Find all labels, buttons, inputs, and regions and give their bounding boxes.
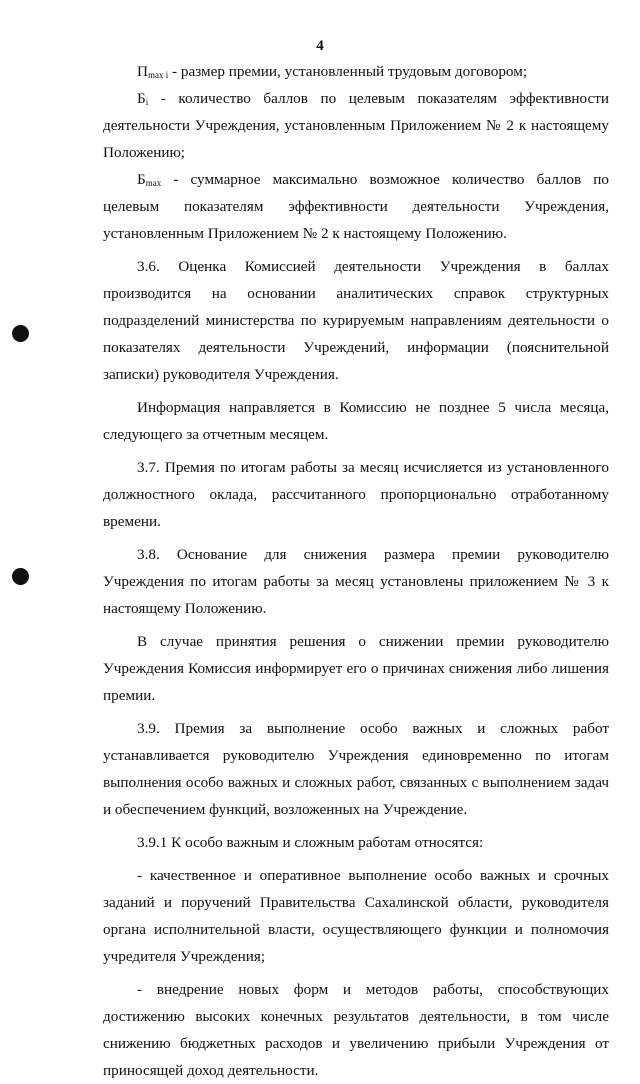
binder-hole: [12, 325, 29, 342]
term-symbol: $П_{max i}$: [137, 63, 169, 80]
paragraph-information-deadline: Информация направляется в Комиссию не позднее 5 числа месяца, следующего за отчетным месяцем.: [103, 399, 609, 443]
list-item-urgent-tasks: - качественное и оперативное выполнение особо важных и срочных заданий и поручений Правительства Сахалинской области, руководителя органа исполнительной власти, осуществляющего функции и полномочия учредителя Учреждения;: [103, 867, 609, 965]
term-definition: - количество баллов по целевым показателям эффективности деятельности Учреждения, установленным Приложением № 2 к настоящему Положению;: [103, 90, 609, 161]
term-symbol: $Б_i$: [137, 90, 149, 107]
page-number: 4: [316, 38, 324, 54]
list-item-new-methods: - внедрение новых форм и методов работы, способствующих достижению высоких конечных результатов деятельности, в том числе снижению бюджетных расходов и увеличению прибыли Учреждения от приносящей доход деятельности.: [103, 981, 609, 1079]
paragraph-reduction-notice: В случае принятия решения о снижении премии руководителю Учреждения Комиссия информирует его о причинах снижения либо лишения премии.: [103, 633, 609, 704]
term-definition: - суммарное максимально возможное количество баллов по целевым показателям эффективности деятельности Учреждения, установленным Приложением № 2 к настоящему Положению.: [103, 171, 609, 242]
formula-term-pmax: [103, 58, 609, 85]
binder-hole: [12, 568, 29, 585]
document-body: [103, 58, 609, 1084]
formula-term-bi: [103, 85, 609, 166]
paragraph-3-7: 3.7. Премия по итогам работы за месяц исчисляется из установленного должностного оклада, рассчитанного пропорционально отработанному времени.: [103, 459, 609, 530]
paragraph-3-9: 3.9. Премия за выполнение особо важных и сложных работ устанавливается руководителю Учреждения единовременно по итогам выполнения особо важных и сложных работ, связанных с выполнением задач и обеспечением функций, возложенных на Учреждение.: [103, 720, 609, 818]
term-definition: - размер премии, установленный трудовым договором;: [168, 63, 528, 80]
paragraph-3-9-1: 3.9.1 К особо важным и сложным работам относятся:: [137, 834, 484, 851]
term-symbol: $Б_{max}$: [137, 171, 162, 188]
paragraph-3-6: 3.6. Оценка Комиссией деятельности Учреждения в баллах производится на основании аналитических справок структурных подразделений министерства по курируемым направлениям деятельности о показателях деятельности Учреждений, информации (пояснительной записки) руководителя Учреждения.: [103, 258, 609, 383]
paragraph-3-8: 3.8. Основание для снижения размера премии руководителю Учреждения по итогам работы за месяц установлены приложением № 3 к настоящему Положению.: [103, 546, 609, 617]
formula-term-bmax: [103, 166, 609, 247]
